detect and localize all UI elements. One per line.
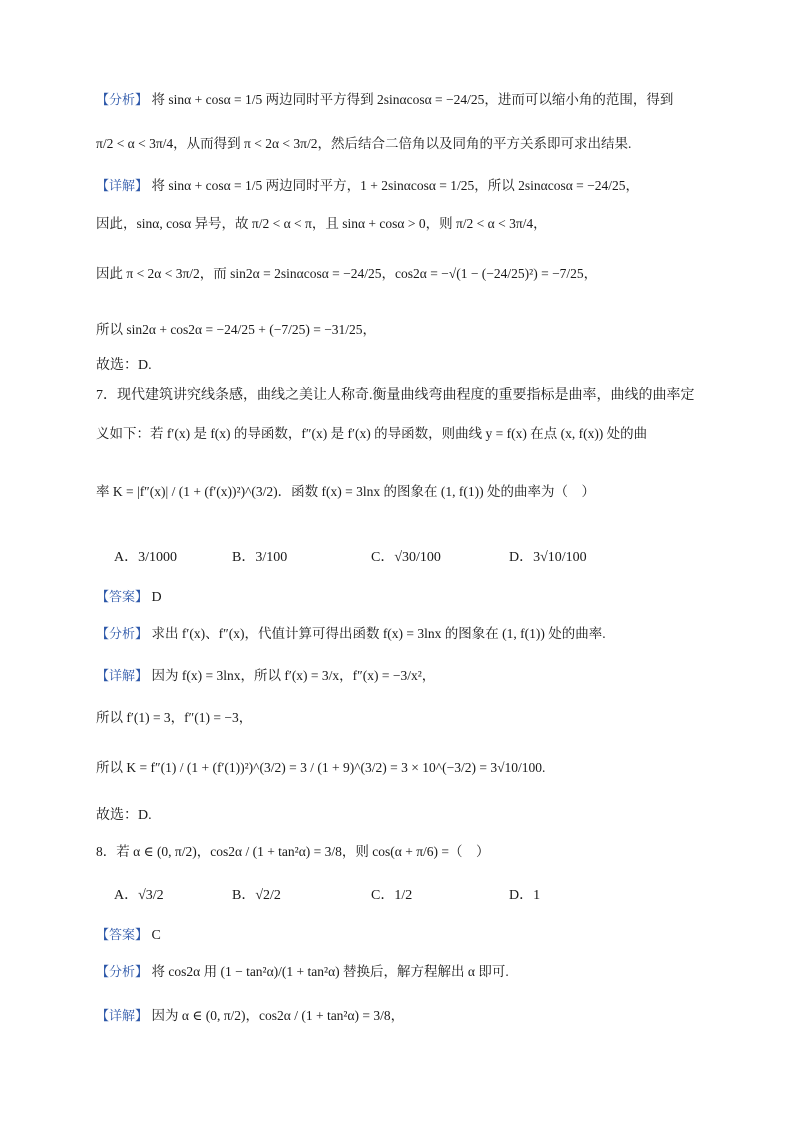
line-text: 所以 sin2α + cos2α = −24/25 + (−7/25) = −31/25，: [96, 322, 377, 337]
q7-detail: [96, 666, 435, 687]
q7-choose: [96, 806, 152, 826]
q8-line: [96, 842, 490, 863]
analysis-tag: 【分析】: [96, 965, 149, 980]
line-text: 所以 f′(1) = 3，f″(1) = −3，: [96, 710, 253, 725]
q7-answer: [96, 588, 162, 608]
line-3: [96, 176, 639, 197]
q7-line-2: [96, 424, 647, 445]
detail-tag: 【详解】: [96, 179, 149, 194]
q8-option-a: A．√3/2: [114, 888, 164, 903]
q7-line-3: [96, 482, 595, 503]
line-2: [96, 134, 631, 155]
line-text: 求出 f′(x)、f″(x)，代值计算可得出函数 f(x) = 3lnx 的图象在 (1, f(1)) 处的曲率.: [151, 626, 606, 641]
line-text: 所以 K = f″(1) / (1 + (f′(1))²)^(3/2) = 3 / (1 + 9)^(3/2) = 3 × 10^(−3/2) = 3√10/100.: [96, 760, 546, 775]
q7-option-a: A．3/1000: [114, 550, 177, 565]
line-text: 将 sinα + cosα = 1/5 两边同时平方得到 2sinαcosα = −24/25，进而可以缩小角的范围，得到: [151, 92, 674, 107]
detail-tag: 【详解】: [96, 1009, 149, 1024]
line-6: [96, 320, 376, 341]
line-text: D: [151, 590, 162, 605]
line-text: C: [151, 928, 161, 943]
q8-detail: [96, 1006, 404, 1027]
q7-line-k: [96, 758, 545, 779]
analysis-tag: 【分析】: [96, 93, 149, 108]
q8-answer: [96, 926, 161, 946]
q8-option-b: B．√2/2: [232, 888, 281, 903]
answer-tag: 【答案】: [96, 590, 149, 605]
answer-tag: 【答案】: [96, 928, 149, 943]
line-text: 将 cos2α 用 (1 − tan²α)/(1 + tan²α) 替换后，解方程解出 α 即可.: [151, 964, 509, 979]
q7-analysis: [96, 624, 606, 645]
line-text: 率 K = |f″(x)| / (1 + (f′(x))²)^(3/2)．函数 f(x) = 3lnx 的图象在 (1, f(1)) 处的曲率为（ ）: [96, 484, 595, 499]
line-text: 故选：D.: [96, 358, 152, 373]
line-text: 8．若 α ∈ (0, π/2)，cos2α / (1 + tan²α) = 3/8，则 cos(α + π/6) =（ ）: [96, 844, 490, 859]
line-text: 义如下：若 f′(x) 是 f(x) 的导函数，f″(x) 是 f′(x) 的导函数，则曲线 y = f(x) 在点 (x, f(x)) 处的曲: [96, 426, 648, 441]
line-5: [96, 264, 597, 285]
q7-line-1: [96, 386, 695, 406]
line-text: π/2 < α < 3π/4，从而得到 π < 2α < 3π/2，然后结合二倍角以及同角的平方关系即可求出结果.: [96, 136, 632, 151]
line-text: 因为 α ∈ (0, π/2)，cos2α / (1 + tan²α) = 3/8，: [151, 1008, 405, 1023]
line-7: [96, 356, 152, 376]
line-4: [96, 214, 547, 235]
q7-option-c: C．√30/100: [371, 550, 441, 565]
line-text: 将 sinα + cosα = 1/5 两边同时平方，1 + 2sinαcosα = 1/25，所以 2sinαcosα = −24/25，: [151, 178, 640, 193]
q8-analysis: [96, 962, 509, 983]
line-text: 7．现代建筑讲究线条感，曲线之美让人称奇.衡量曲线弯曲程度的重要指标是曲率，曲线的曲率定: [96, 388, 695, 403]
q8-option-d: D．1: [509, 888, 541, 903]
q8-option-c: C．1/2: [371, 888, 413, 903]
line-text: 因此 π < 2α < 3π/2，而 sin2α = 2sinαcosα = −24/25，cos2α = −√(1 − (−24/25)²) = −7/25，: [96, 266, 598, 281]
line-text: 因此，sinα, cosα 异号，故 π/2 < α < π，且 sinα + cosα > 0，则 π/2 < α < 3π/4，: [96, 216, 547, 231]
q7-option-d: D．3√10/100: [509, 550, 587, 565]
q7-line-f1: [96, 708, 252, 729]
line-1: [96, 90, 673, 111]
q7-option-b: B．3/100: [232, 550, 288, 565]
analysis-tag: 【分析】: [96, 627, 149, 642]
line-text: 故选：D.: [96, 808, 152, 823]
line-text: 因为 f(x) = 3lnx，所以 f′(x) = 3/x，f″(x) = −3/x²，: [151, 668, 436, 683]
detail-tag: 【详解】: [96, 669, 149, 684]
